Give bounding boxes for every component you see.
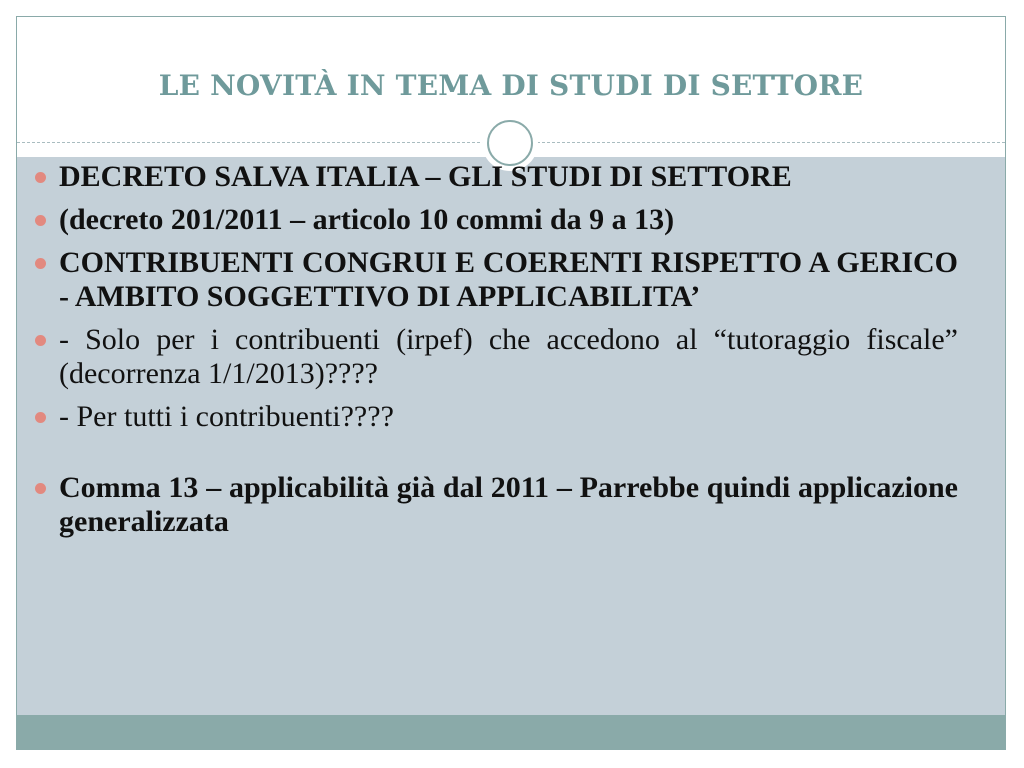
bullet-item	[56, 323, 958, 391]
bullet-text: - Solo per i contribuenti (irpef) che accedono al “tutoraggio fiscale” (decorrenza 1/1/2013)????	[59, 323, 958, 390]
bullet-dot-icon	[35, 215, 46, 226]
bullet-text: - Per tutti i contribuenti????	[59, 400, 394, 433]
slide-title: LE NOVITÀ IN TEMA DI STUDI DI SETTORE	[158, 69, 864, 102]
bullet-item	[56, 203, 958, 237]
bullet-dot-icon	[35, 258, 46, 269]
bullet-text: Comma 13 – applicabilità già dal 2011 – Parrebbe quindi applicazione generalizzata	[59, 471, 958, 538]
footer-bar	[17, 715, 1005, 750]
bullet-dot-icon	[35, 483, 46, 494]
bullet-text: (decreto 201/2011 – articolo 10 commi da 9 a 13)	[59, 203, 675, 236]
bullet-item	[56, 400, 958, 434]
bullet-list	[56, 154, 958, 539]
bullet-item	[56, 246, 958, 314]
bullet-item	[56, 471, 958, 539]
bullet-dot-icon	[35, 335, 46, 346]
bullet-text: CONTRIBUENTI CONGRUI E COERENTI RISPETTO A GERICO - AMBITO SOGGETTIVO DI APPLICABILITA’	[59, 246, 958, 313]
bullet-dot-icon	[35, 172, 46, 183]
bullet-text: DECRETO SALVA ITALIA – GLI STUDI DI SETTORE	[59, 160, 792, 193]
bullet-item	[56, 160, 958, 194]
bullet-dot-icon	[35, 412, 46, 423]
